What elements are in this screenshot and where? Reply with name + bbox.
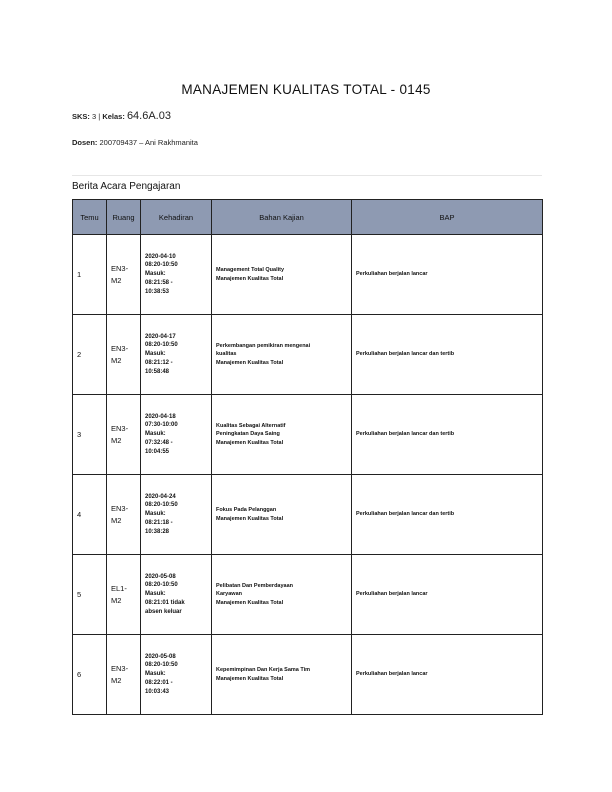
cell-line: M2 xyxy=(111,435,122,445)
kelas-label: Kelas: xyxy=(102,112,125,121)
cell-line: 08:20-10:50 xyxy=(145,262,178,269)
table-row xyxy=(73,555,543,635)
cell-line: 08:20-10:50 xyxy=(145,662,178,669)
cell-line: kualitas xyxy=(216,351,237,358)
cell-line: 2020-05-08 xyxy=(145,573,176,580)
cell-bap: Perkuliahan berjalan lancar xyxy=(352,235,543,315)
cell-line: EL1- xyxy=(111,584,127,594)
cell-line: 08:20-10:50 xyxy=(145,502,178,509)
cell-line: Peningkatan Daya Saing xyxy=(216,431,280,438)
teaching-record-table xyxy=(72,199,543,715)
cell-line: M2 xyxy=(111,595,122,605)
cell-line: 2020-05-08 xyxy=(145,653,176,660)
cell-temu: 6 xyxy=(73,635,107,715)
cell-line: 08:20-10:50 xyxy=(145,342,178,349)
cell-line: Karyawan xyxy=(216,591,242,598)
cell-line: 10:03:43 xyxy=(145,688,170,695)
cell-line: 08:21:58 - xyxy=(145,279,173,286)
separator: | xyxy=(98,112,101,121)
cell-line: Masuk: xyxy=(145,591,166,598)
header-ruang: Ruang xyxy=(107,200,141,235)
header-bahan-kajian: Bahan Kajian xyxy=(212,200,352,235)
cell-line: 10:38:53 xyxy=(145,288,170,295)
course-info-line xyxy=(72,110,171,122)
dosen-label: Dosen: xyxy=(72,138,98,147)
cell-line: Pelibatan Dan Pemberdayaan xyxy=(216,582,294,589)
cell-line: Perkembangan pemikiran mengenai xyxy=(216,342,311,349)
cell-kehadiran xyxy=(141,475,212,555)
cell-line: M2 xyxy=(111,275,122,285)
cell-line: Manajemen Kualitas Total xyxy=(216,275,284,282)
cell-ruang xyxy=(107,235,141,315)
cell-line: 10:04:55 xyxy=(145,448,170,455)
cell-line: Manajemen Kualitas Total xyxy=(216,359,284,366)
cell-line: EN3- xyxy=(111,664,129,674)
cell-temu: 5 xyxy=(73,555,107,635)
cell-ruang xyxy=(107,635,141,715)
section-title: Berita Acara Pengajaran xyxy=(72,181,181,192)
cell-kehadiran xyxy=(141,235,212,315)
page-title: MANAJEMEN KUALITAS TOTAL - 0145 xyxy=(181,82,431,97)
cell-line: 08:21:12 - xyxy=(145,359,173,366)
cell-line: M2 xyxy=(111,515,122,525)
divider xyxy=(72,175,542,176)
cell-line: EN3- xyxy=(111,344,129,354)
cell-bahan-kajian xyxy=(212,555,352,635)
kelas-value: 64.6A.03 xyxy=(126,110,171,122)
cell-line: Manajemen Kualitas Total xyxy=(216,599,284,606)
cell-ruang xyxy=(107,395,141,475)
cell-line: 2020-04-24 xyxy=(145,493,176,500)
header-temu: Temu xyxy=(73,200,107,235)
cell-bap: Perkuliahan berjalan lancar dan tertib xyxy=(352,395,543,475)
cell-ruang xyxy=(107,315,141,395)
cell-line: 08:22:01 - xyxy=(145,679,173,686)
cell-bahan-kajian xyxy=(212,315,352,395)
cell-line: Kepemimpinan Dan Kerja Sama Tim xyxy=(216,666,311,673)
cell-bahan-kajian xyxy=(212,635,352,715)
cell-line: 2020-04-17 xyxy=(145,333,176,340)
cell-kehadiran xyxy=(141,395,212,475)
table-row xyxy=(73,315,543,395)
cell-line: Masuk: xyxy=(145,431,166,438)
cell-bap: Perkuliahan berjalan lancar dan tertib xyxy=(352,475,543,555)
sks-value: 3 xyxy=(92,112,97,121)
header-kehadiran: Kehadiran xyxy=(141,200,212,235)
cell-line: Kualitas Sebagai Alternatif xyxy=(216,422,286,429)
cell-line: 10:58:48 xyxy=(145,368,170,375)
cell-bap: Perkuliahan berjalan lancar dan tertib xyxy=(352,315,543,395)
cell-line: 10:38:28 xyxy=(145,528,170,535)
cell-ruang xyxy=(107,475,141,555)
cell-line: 07:32:48 - xyxy=(145,439,173,446)
cell-line: 08:21:18 - xyxy=(145,519,173,526)
cell-line: Management Total Quality xyxy=(216,266,285,273)
table-body xyxy=(73,235,543,715)
cell-kehadiran xyxy=(141,635,212,715)
cell-line: M2 xyxy=(111,355,122,365)
table-row xyxy=(73,475,543,555)
table-header-row xyxy=(73,200,543,235)
cell-bahan-kajian xyxy=(212,475,352,555)
cell-line: 08:21:01 tidak xyxy=(145,599,185,606)
dosen-value: 200709437 – Ani Rakhmanita xyxy=(99,138,198,147)
cell-line: Manajemen Kualitas Total xyxy=(216,515,284,522)
cell-line: EN3- xyxy=(111,264,129,274)
cell-bap: Perkuliahan berjalan lancar xyxy=(352,635,543,715)
table-row xyxy=(73,395,543,475)
cell-line: EN3- xyxy=(111,504,129,514)
cell-bap: Perkuliahan berjalan lancar xyxy=(352,555,543,635)
cell-line: Manajemen Kualitas Total xyxy=(216,439,284,446)
cell-kehadiran xyxy=(141,555,212,635)
cell-line: Masuk: xyxy=(145,351,166,358)
cell-line: Masuk: xyxy=(145,671,166,678)
cell-bahan-kajian xyxy=(212,395,352,475)
sks-label: SKS: xyxy=(72,112,90,121)
table-row xyxy=(73,235,543,315)
cell-temu: 2 xyxy=(73,315,107,395)
cell-line: EN3- xyxy=(111,424,129,434)
table-row xyxy=(73,635,543,715)
cell-line: 2020-04-18 xyxy=(145,413,176,420)
cell-line: Manajemen Kualitas Total xyxy=(216,675,284,682)
cell-temu: 3 xyxy=(73,395,107,475)
cell-line: Masuk: xyxy=(145,511,166,518)
cell-temu: 4 xyxy=(73,475,107,555)
lecturer-info-line xyxy=(72,138,198,147)
cell-line: Fokus Pada Pelanggan xyxy=(216,506,277,513)
cell-line: absen keluar xyxy=(145,608,182,615)
cell-temu: 1 xyxy=(73,235,107,315)
cell-line: 08:20-10:50 xyxy=(145,582,178,589)
cell-ruang xyxy=(107,555,141,635)
header-bap: BAP xyxy=(352,200,543,235)
cell-line: M2 xyxy=(111,675,122,685)
cell-bahan-kajian xyxy=(212,235,352,315)
cell-line: Masuk: xyxy=(145,271,166,278)
cell-line: 2020-04-10 xyxy=(145,253,176,260)
cell-kehadiran xyxy=(141,315,212,395)
cell-line: 07:30-10:00 xyxy=(145,422,178,429)
